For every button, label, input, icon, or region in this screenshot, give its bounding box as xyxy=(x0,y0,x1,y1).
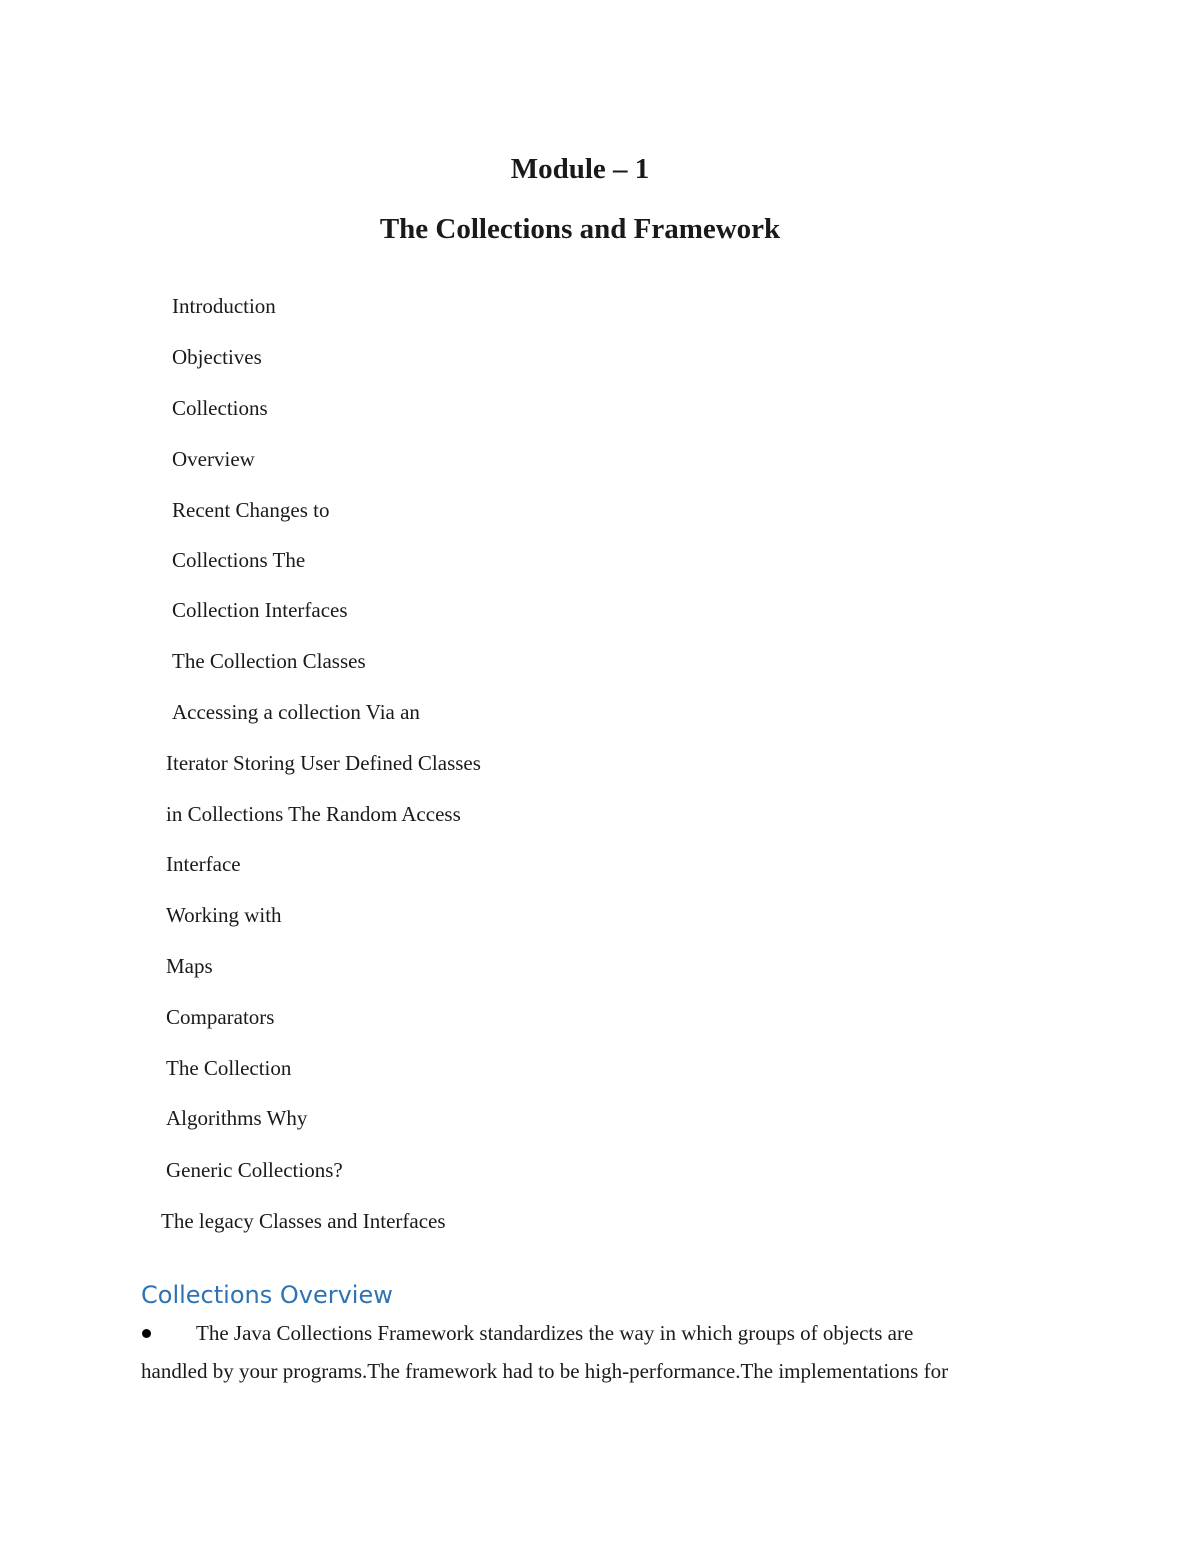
toc-item-legacy-classes: The legacy Classes and Interfaces xyxy=(161,1209,446,1233)
module-title: Module – 1 xyxy=(510,153,650,185)
toc-item-algorithms-why: Algorithms Why xyxy=(166,1106,308,1130)
toc-item-collections: Collections xyxy=(172,396,268,420)
toc-item-collection-classes: The Collection Classes xyxy=(172,649,366,673)
toc-item-comparators: Comparators xyxy=(166,1005,275,1029)
toc-item-accessing-collection: Accessing a collection Via an xyxy=(172,700,420,724)
bullet-icon xyxy=(142,1329,151,1338)
toc-item-introduction: Introduction xyxy=(172,294,276,318)
toc-item-overview: Overview xyxy=(172,447,255,471)
toc-item-objectives: Objectives xyxy=(172,345,262,369)
bullet-text-line-2: handled by your programs.The framework had to be high-performance.The implementations for xyxy=(141,1359,949,1383)
toc-item-maps: Maps xyxy=(166,954,213,978)
toc-item-random-access: in Collections The Random Access xyxy=(166,802,461,826)
bullet-text-line-1: The Java Collections Framework standardizes the way in which groups of objects are xyxy=(196,1321,914,1345)
toc-item-working-with: Working with xyxy=(166,903,282,927)
toc-item-iterator-storing: Iterator Storing User Defined Classes xyxy=(166,751,481,775)
toc-item-collections-the: Collections The xyxy=(172,548,306,572)
toc-item-the-collection: The Collection xyxy=(166,1056,292,1080)
toc-item-interface: Interface xyxy=(166,852,241,876)
toc-item-collection-interfaces: Collection Interfaces xyxy=(172,598,348,622)
toc-item-recent-changes: Recent Changes to xyxy=(172,498,330,522)
section-heading-collections-overview: Collections Overview xyxy=(141,1281,393,1309)
toc-item-generic-collections: Generic Collections? xyxy=(166,1158,343,1182)
document-subtitle: The Collections and Framework xyxy=(379,213,781,245)
